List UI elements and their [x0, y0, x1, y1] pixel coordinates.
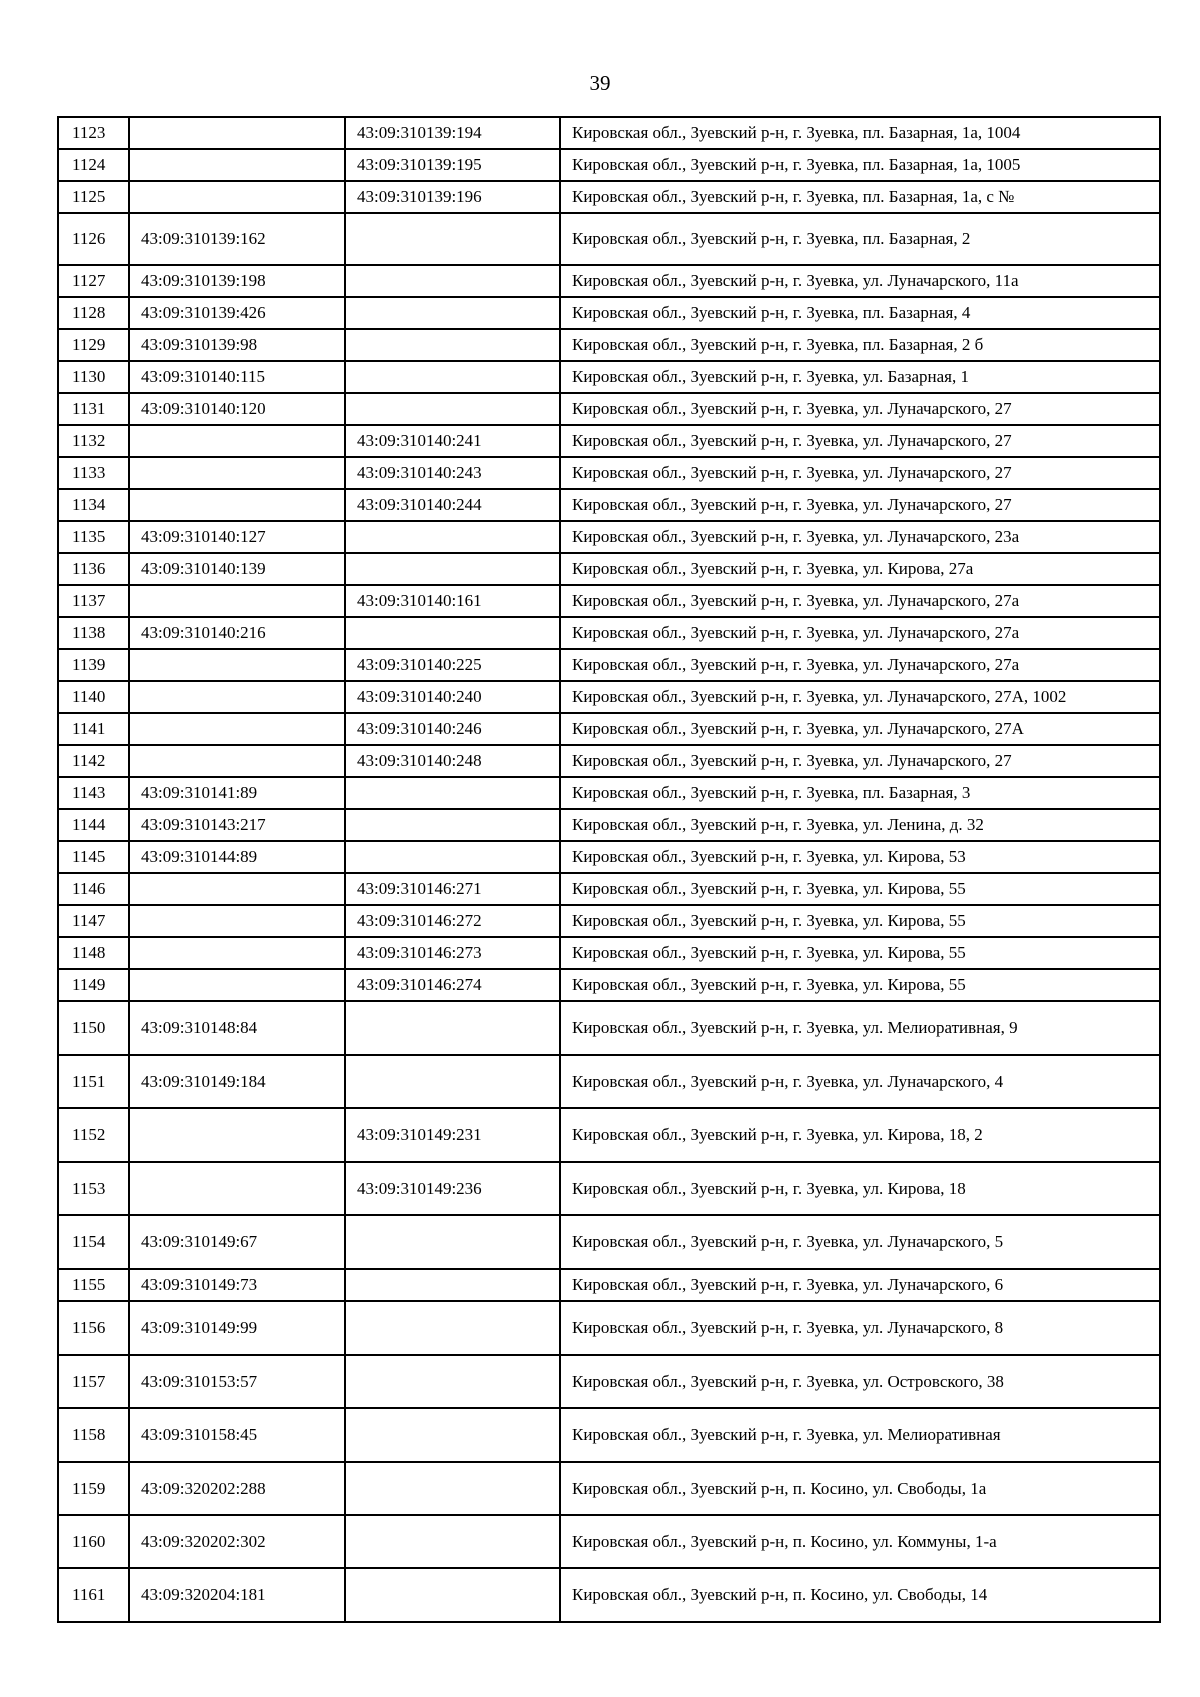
building-cadastral-number — [345, 393, 560, 425]
table-row — [58, 1108, 1160, 1162]
address-cell: Кировская обл., Зуевский р-н, г. Зуевка, ул. Кирова, 18, 2 — [560, 1108, 1160, 1162]
building-cadastral-number — [345, 1408, 560, 1462]
row-number: 1132 — [58, 425, 129, 457]
address-cell: Кировская обл., Зуевский р-н, г. Зуевка, ул. Луначарского, 23а — [560, 521, 1160, 553]
parcel-cadastral-number — [129, 149, 345, 181]
parcel-cadastral-number: 43:09:310158:45 — [129, 1408, 345, 1462]
address-cell: Кировская обл., Зуевский р-н, г. Зуевка, ул. Кирова, 53 — [560, 841, 1160, 873]
parcel-cadastral-number — [129, 873, 345, 905]
table-row — [58, 617, 1160, 649]
row-number: 1151 — [58, 1055, 129, 1108]
table-row — [58, 297, 1160, 329]
address-cell: Кировская обл., Зуевский р-н, г. Зуевка, пл. Базарная, 4 — [560, 297, 1160, 329]
row-number: 1161 — [58, 1568, 129, 1622]
row-number: 1130 — [58, 361, 129, 393]
parcel-cadastral-number — [129, 489, 345, 521]
parcel-cadastral-number — [129, 585, 345, 617]
parcel-cadastral-number — [129, 681, 345, 713]
row-number: 1131 — [58, 393, 129, 425]
row-number: 1126 — [58, 213, 129, 265]
address-cell: Кировская обл., Зуевский р-н, г. Зуевка, ул. Луначарского, 27а — [560, 617, 1160, 649]
address-cell: Кировская обл., Зуевский р-н, г. Зуевка, ул. Мелиоративная, 9 — [560, 1001, 1160, 1055]
building-cadastral-number — [345, 213, 560, 265]
table-row — [58, 457, 1160, 489]
row-number: 1152 — [58, 1108, 129, 1162]
table-row — [58, 489, 1160, 521]
table-row — [58, 329, 1160, 361]
parcel-cadastral-number: 43:09:310144:89 — [129, 841, 345, 873]
parcel-cadastral-number: 43:09:310149:99 — [129, 1301, 345, 1355]
row-number: 1158 — [58, 1408, 129, 1462]
building-cadastral-number: 43:09:310140:225 — [345, 649, 560, 681]
parcel-cadastral-number: 43:09:310139:198 — [129, 265, 345, 297]
address-cell: Кировская обл., Зуевский р-н, г. Зуевка, ул. Луначарского, 4 — [560, 1055, 1160, 1108]
building-cadastral-number: 43:09:310140:243 — [345, 457, 560, 489]
row-number: 1123 — [58, 117, 129, 149]
address-cell: Кировская обл., Зуевский р-н, г. Зуевка, пл. Базарная, 2 — [560, 213, 1160, 265]
building-cadastral-number — [345, 1355, 560, 1408]
building-cadastral-number: 43:09:310139:194 — [345, 117, 560, 149]
parcel-cadastral-number — [129, 117, 345, 149]
building-cadastral-number — [345, 329, 560, 361]
table-row — [58, 553, 1160, 585]
parcel-cadastral-number — [129, 1162, 345, 1215]
building-cadastral-number: 43:09:310140:240 — [345, 681, 560, 713]
building-cadastral-number: 43:09:310146:273 — [345, 937, 560, 969]
parcel-cadastral-number: 43:09:310141:89 — [129, 777, 345, 809]
parcel-cadastral-number: 43:09:310148:84 — [129, 1001, 345, 1055]
building-cadastral-number — [345, 361, 560, 393]
address-cell: Кировская обл., Зуевский р-н, г. Зуевка, пл. Базарная, 1а, с № — [560, 181, 1160, 213]
building-cadastral-number — [345, 1215, 560, 1269]
table-row — [58, 1269, 1160, 1301]
table-row — [58, 1162, 1160, 1215]
parcel-cadastral-number — [129, 713, 345, 745]
building-cadastral-number — [345, 1462, 560, 1515]
parcel-cadastral-number — [129, 1108, 345, 1162]
parcel-cadastral-number — [129, 969, 345, 1001]
building-cadastral-number: 43:09:310140:248 — [345, 745, 560, 777]
building-cadastral-number — [345, 1301, 560, 1355]
parcel-cadastral-number — [129, 937, 345, 969]
table-row — [58, 713, 1160, 745]
table-row — [58, 873, 1160, 905]
building-cadastral-number — [345, 777, 560, 809]
table-row — [58, 1355, 1160, 1408]
building-cadastral-number: 43:09:310139:196 — [345, 181, 560, 213]
table-row — [58, 905, 1160, 937]
table-row — [58, 425, 1160, 457]
table-row — [58, 393, 1160, 425]
parcel-cadastral-number: 43:09:310140:139 — [129, 553, 345, 585]
row-number: 1135 — [58, 521, 129, 553]
building-cadastral-number — [345, 1515, 560, 1568]
row-number: 1149 — [58, 969, 129, 1001]
parcel-cadastral-number: 43:09:320202:288 — [129, 1462, 345, 1515]
row-number: 1145 — [58, 841, 129, 873]
address-cell: Кировская обл., Зуевский р-н, г. Зуевка, ул. Луначарского, 27 — [560, 745, 1160, 777]
building-cadastral-number: 43:09:310149:231 — [345, 1108, 560, 1162]
building-cadastral-number: 43:09:310146:271 — [345, 873, 560, 905]
row-number: 1147 — [58, 905, 129, 937]
address-cell: Кировская обл., Зуевский р-н, п. Косино, ул. Свободы, 1а — [560, 1462, 1160, 1515]
parcel-cadastral-number: 43:09:320204:181 — [129, 1568, 345, 1622]
row-number: 1124 — [58, 149, 129, 181]
building-cadastral-number: 43:09:310146:274 — [345, 969, 560, 1001]
row-number: 1146 — [58, 873, 129, 905]
building-cadastral-number — [345, 1055, 560, 1108]
address-cell: Кировская обл., Зуевский р-н, г. Зуевка, ул. Луначарского, 27 — [560, 457, 1160, 489]
parcel-cadastral-number: 43:09:310139:426 — [129, 297, 345, 329]
address-cell: Кировская обл., Зуевский р-н, г. Зуевка, пл. Базарная, 2 б — [560, 329, 1160, 361]
table-row — [58, 681, 1160, 713]
building-cadastral-number: 43:09:310140:241 — [345, 425, 560, 457]
parcel-cadastral-number: 43:09:320202:302 — [129, 1515, 345, 1568]
address-cell: Кировская обл., Зуевский р-н, г. Зуевка, ул. Луначарского, 11а — [560, 265, 1160, 297]
address-cell: Кировская обл., Зуевский р-н, г. Зуевка, ул. Луначарского, 27А — [560, 713, 1160, 745]
parcel-cadastral-number: 43:09:310153:57 — [129, 1355, 345, 1408]
address-cell: Кировская обл., Зуевский р-н, г. Зуевка, ул. Ленина, д. 32 — [560, 809, 1160, 841]
address-cell: Кировская обл., Зуевский р-н, г. Зуевка, ул. Луначарского, 27 — [560, 425, 1160, 457]
building-cadastral-number: 43:09:310140:244 — [345, 489, 560, 521]
parcel-cadastral-number — [129, 181, 345, 213]
building-cadastral-number — [345, 521, 560, 553]
table-row — [58, 969, 1160, 1001]
table-row — [58, 809, 1160, 841]
address-cell: Кировская обл., Зуевский р-н, г. Зуевка, ул. Кирова, 18 — [560, 1162, 1160, 1215]
table-row — [58, 649, 1160, 681]
building-cadastral-number — [345, 617, 560, 649]
address-cell: Кировская обл., Зуевский р-н, г. Зуевка, ул. Луначарского, 27 — [560, 393, 1160, 425]
table-row — [58, 1515, 1160, 1568]
table-row — [58, 1568, 1160, 1622]
parcel-cadastral-number — [129, 905, 345, 937]
address-cell: Кировская обл., Зуевский р-н, п. Косино, ул. Свободы, 14 — [560, 1568, 1160, 1622]
address-cell: Кировская обл., Зуевский р-н, г. Зуевка, ул. Луначарского, 27 — [560, 489, 1160, 521]
row-number: 1128 — [58, 297, 129, 329]
building-cadastral-number: 43:09:310140:161 — [345, 585, 560, 617]
table-row — [58, 149, 1160, 181]
row-number: 1156 — [58, 1301, 129, 1355]
table-row — [58, 745, 1160, 777]
table-row — [58, 1408, 1160, 1462]
row-number: 1153 — [58, 1162, 129, 1215]
row-number: 1154 — [58, 1215, 129, 1269]
parcel-cadastral-number — [129, 649, 345, 681]
address-cell: Кировская обл., Зуевский р-н, г. Зуевка, ул. Мелиоративная — [560, 1408, 1160, 1462]
row-number: 1144 — [58, 809, 129, 841]
parcel-cadastral-number: 43:09:310140:120 — [129, 393, 345, 425]
row-number: 1142 — [58, 745, 129, 777]
building-cadastral-number — [345, 809, 560, 841]
table-row — [58, 1001, 1160, 1055]
address-cell: Кировская обл., Зуевский р-н, г. Зуевка, ул. Базарная, 1 — [560, 361, 1160, 393]
address-cell: Кировская обл., Зуевский р-н, г. Зуевка, ул. Кирова, 55 — [560, 969, 1160, 1001]
table-row — [58, 1055, 1160, 1108]
building-cadastral-number: 43:09:310139:195 — [345, 149, 560, 181]
address-cell: Кировская обл., Зуевский р-н, г. Зуевка, ул. Островского, 38 — [560, 1355, 1160, 1408]
table-row — [58, 937, 1160, 969]
table-row — [58, 181, 1160, 213]
row-number: 1133 — [58, 457, 129, 489]
address-cell: Кировская обл., Зуевский р-н, г. Зуевка, пл. Базарная, 3 — [560, 777, 1160, 809]
table-row — [58, 1462, 1160, 1515]
table-row — [58, 361, 1160, 393]
table-row — [58, 841, 1160, 873]
table-row — [58, 265, 1160, 297]
parcel-cadastral-number: 43:09:310139:162 — [129, 213, 345, 265]
building-cadastral-number: 43:09:310146:272 — [345, 905, 560, 937]
parcel-cadastral-number — [129, 745, 345, 777]
address-cell: Кировская обл., Зуевский р-н, г. Зуевка, ул. Кирова, 55 — [560, 873, 1160, 905]
address-cell: Кировская обл., Зуевский р-н, г. Зуевка, ул. Луначарского, 27а — [560, 585, 1160, 617]
parcel-cadastral-number: 43:09:310149:67 — [129, 1215, 345, 1269]
building-cadastral-number — [345, 1269, 560, 1301]
table-row — [58, 1215, 1160, 1269]
address-cell: Кировская обл., Зуевский р-н, г. Зуевка, ул. Луначарского, 5 — [560, 1215, 1160, 1269]
address-cell: Кировская обл., Зуевский р-н, г. Зуевка, пл. Базарная, 1а, 1005 — [560, 149, 1160, 181]
table-row — [58, 1301, 1160, 1355]
row-number: 1129 — [58, 329, 129, 361]
building-cadastral-number — [345, 841, 560, 873]
row-number: 1134 — [58, 489, 129, 521]
row-number: 1138 — [58, 617, 129, 649]
address-cell: Кировская обл., Зуевский р-н, г. Зуевка, ул. Кирова, 55 — [560, 905, 1160, 937]
row-number: 1137 — [58, 585, 129, 617]
row-number: 1157 — [58, 1355, 129, 1408]
building-cadastral-number — [345, 1568, 560, 1622]
building-cadastral-number: 43:09:310140:246 — [345, 713, 560, 745]
address-cell: Кировская обл., Зуевский р-н, г. Зуевка, пл. Базарная, 1а, 1004 — [560, 117, 1160, 149]
row-number: 1125 — [58, 181, 129, 213]
table-row — [58, 117, 1160, 149]
building-cadastral-number — [345, 265, 560, 297]
row-number: 1148 — [58, 937, 129, 969]
table-row — [58, 521, 1160, 553]
parcel-cadastral-number: 43:09:310140:115 — [129, 361, 345, 393]
parcel-cadastral-number — [129, 425, 345, 457]
table-row — [58, 777, 1160, 809]
address-cell: Кировская обл., Зуевский р-н, г. Зуевка, ул. Луначарского, 27а — [560, 649, 1160, 681]
parcel-cadastral-number: 43:09:310149:73 — [129, 1269, 345, 1301]
parcel-cadastral-number: 43:09:310139:98 — [129, 329, 345, 361]
row-number: 1140 — [58, 681, 129, 713]
parcel-cadastral-number: 43:09:310149:184 — [129, 1055, 345, 1108]
address-cell: Кировская обл., Зуевский р-н, г. Зуевка, ул. Кирова, 27а — [560, 553, 1160, 585]
row-number: 1150 — [58, 1001, 129, 1055]
parcel-cadastral-number: 43:09:310143:217 — [129, 809, 345, 841]
building-cadastral-number: 43:09:310149:236 — [345, 1162, 560, 1215]
address-cell: Кировская обл., Зуевский р-н, г. Зуевка, ул. Луначарского, 27А, 1002 — [560, 681, 1160, 713]
building-cadastral-number — [345, 1001, 560, 1055]
parcel-cadastral-number — [129, 457, 345, 489]
row-number: 1160 — [58, 1515, 129, 1568]
table-row — [58, 213, 1160, 265]
row-number: 1139 — [58, 649, 129, 681]
table-row — [58, 585, 1160, 617]
row-number: 1143 — [58, 777, 129, 809]
page-number: 39 — [589, 71, 611, 95]
parcel-cadastral-number: 43:09:310140:127 — [129, 521, 345, 553]
row-number: 1155 — [58, 1269, 129, 1301]
address-cell: Кировская обл., Зуевский р-н, п. Косино, ул. Коммуны, 1-а — [560, 1515, 1160, 1568]
row-number: 1127 — [58, 265, 129, 297]
row-number: 1141 — [58, 713, 129, 745]
building-cadastral-number — [345, 553, 560, 585]
address-cell: Кировская обл., Зуевский р-н, г. Зуевка, ул. Кирова, 55 — [560, 937, 1160, 969]
building-cadastral-number — [345, 297, 560, 329]
row-number: 1136 — [58, 553, 129, 585]
address-cell: Кировская обл., Зуевский р-н, г. Зуевка, ул. Луначарского, 8 — [560, 1301, 1160, 1355]
registry-table — [57, 116, 1161, 1623]
address-cell: Кировская обл., Зуевский р-н, г. Зуевка, ул. Луначарского, 6 — [560, 1269, 1160, 1301]
row-number: 1159 — [58, 1462, 129, 1515]
parcel-cadastral-number: 43:09:310140:216 — [129, 617, 345, 649]
